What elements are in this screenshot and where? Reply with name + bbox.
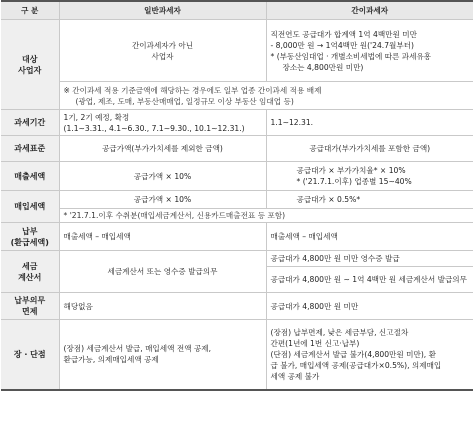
- row-base: [1, 136, 473, 162]
- tax-comparison-table: [1, 0, 473, 391]
- header-row: [1, 1, 473, 20]
- simple-purchase-tax: 공급대가 × 0.5%*: [266, 191, 473, 209]
- label-purchase-tax: 매입세액: [1, 191, 59, 223]
- row-pros-cons: [1, 320, 473, 390]
- label-exempt: 납부의무 면제: [1, 293, 59, 320]
- simple-base: 공급대가(부가가치세를 포함한 금액): [266, 136, 473, 162]
- simple-invoice-under: 공급대가 4,800만 원 미만 영수증 발급: [266, 251, 473, 267]
- header-simple: 간이과세자: [266, 1, 473, 20]
- simple-period: 1.1~12.31.: [266, 110, 473, 136]
- general-base: 공급가액(부가가치세를 제외한 금액): [59, 136, 266, 162]
- simple-pros-cons: (장점) 납부면제, 낮은 세금부담, 신고절차 간편(1년에 1번 신고·납부) (단점) 세금계산서 발급 불가(4,800만원 미만), 환 급 불가, 매입세액 공제(공급대가×0.5%), 의제매입 세액 공제 불가: [266, 320, 473, 390]
- label-invoice: 세금 계산서: [1, 251, 59, 293]
- general-period: 1기, 2기 예정, 확정 (1.1~3.31., 4.1~6.30., 7.1~9.30., 10.1~12.31.): [59, 110, 266, 136]
- simple-sales-tax: 공급대가 × 부가가치율* × 10% * ('21.7.1.이후) 업종별 15~40%: [266, 162, 473, 191]
- label-target: 대상 사업자: [1, 20, 59, 110]
- purchase-tax-note: * '21.7.1.이후 수취분(매입세금계산서, 신용카드매출전표 등 포함): [59, 209, 473, 223]
- row-purchase-note: [1, 209, 473, 223]
- general-sales-tax: 공급가액 × 10%: [59, 162, 266, 191]
- simple-exempt: 공급대가 4,800만 원 미만: [266, 293, 473, 320]
- row-sales-tax: [1, 162, 473, 191]
- header-general: 일반과세자: [59, 1, 266, 20]
- label-pros-cons: 장 · 단점: [1, 320, 59, 390]
- general-payment: 매출세액 – 매입세액: [59, 223, 266, 251]
- label-period: 과세기간: [1, 110, 59, 136]
- general-exempt: 해당없음: [59, 293, 266, 320]
- row-exempt: [1, 293, 473, 320]
- label-sales-tax: 매출세액: [1, 162, 59, 191]
- general-purchase-tax: 공급가액 × 10%: [59, 191, 266, 209]
- target-exclusion-note: ※ 간이과세 적용 기준금액에 해당하는 경우에도 일부 업종 간이과세 적용 배제 (광업, 제조, 도매, 부동산매매업, 일정규모 이상 부동산 임대업 등): [59, 82, 473, 110]
- row-period: [1, 110, 473, 136]
- row-payment: [1, 223, 473, 251]
- general-target: 간이과세자가 아닌 사업자: [59, 20, 266, 82]
- row-target-note: [1, 82, 473, 110]
- simple-invoice-over: 공급대가 4,800만 원 ~ 1억 4백만 원 세금계산서 발급의무: [266, 267, 473, 293]
- row-purchase-tax: [1, 191, 473, 209]
- label-base: 과세표준: [1, 136, 59, 162]
- simple-target: 직전연도 공급대가 합계액 1억 4백만원 미만 - 8,000만 원 → 1억4백만 원('24.7월부터) * (부동산임대업 · 개별소비세법에 따른 과세유흥 장소는 4,800만원 미만): [266, 20, 473, 82]
- row-target: [1, 20, 473, 82]
- row-invoice-1: [1, 251, 473, 267]
- general-pros-cons: (장점) 세금계산서 발급, 매입세액 전액 공제, 환급가능, 의제매입세액 공제: [59, 320, 266, 390]
- general-invoice: 세금계산서 또는 영수증 발급의무: [59, 251, 266, 293]
- label-payment: 납부 (환급세액): [1, 223, 59, 251]
- simple-payment: 매출세액 – 매입세액: [266, 223, 473, 251]
- header-category: 구 분: [1, 1, 59, 20]
